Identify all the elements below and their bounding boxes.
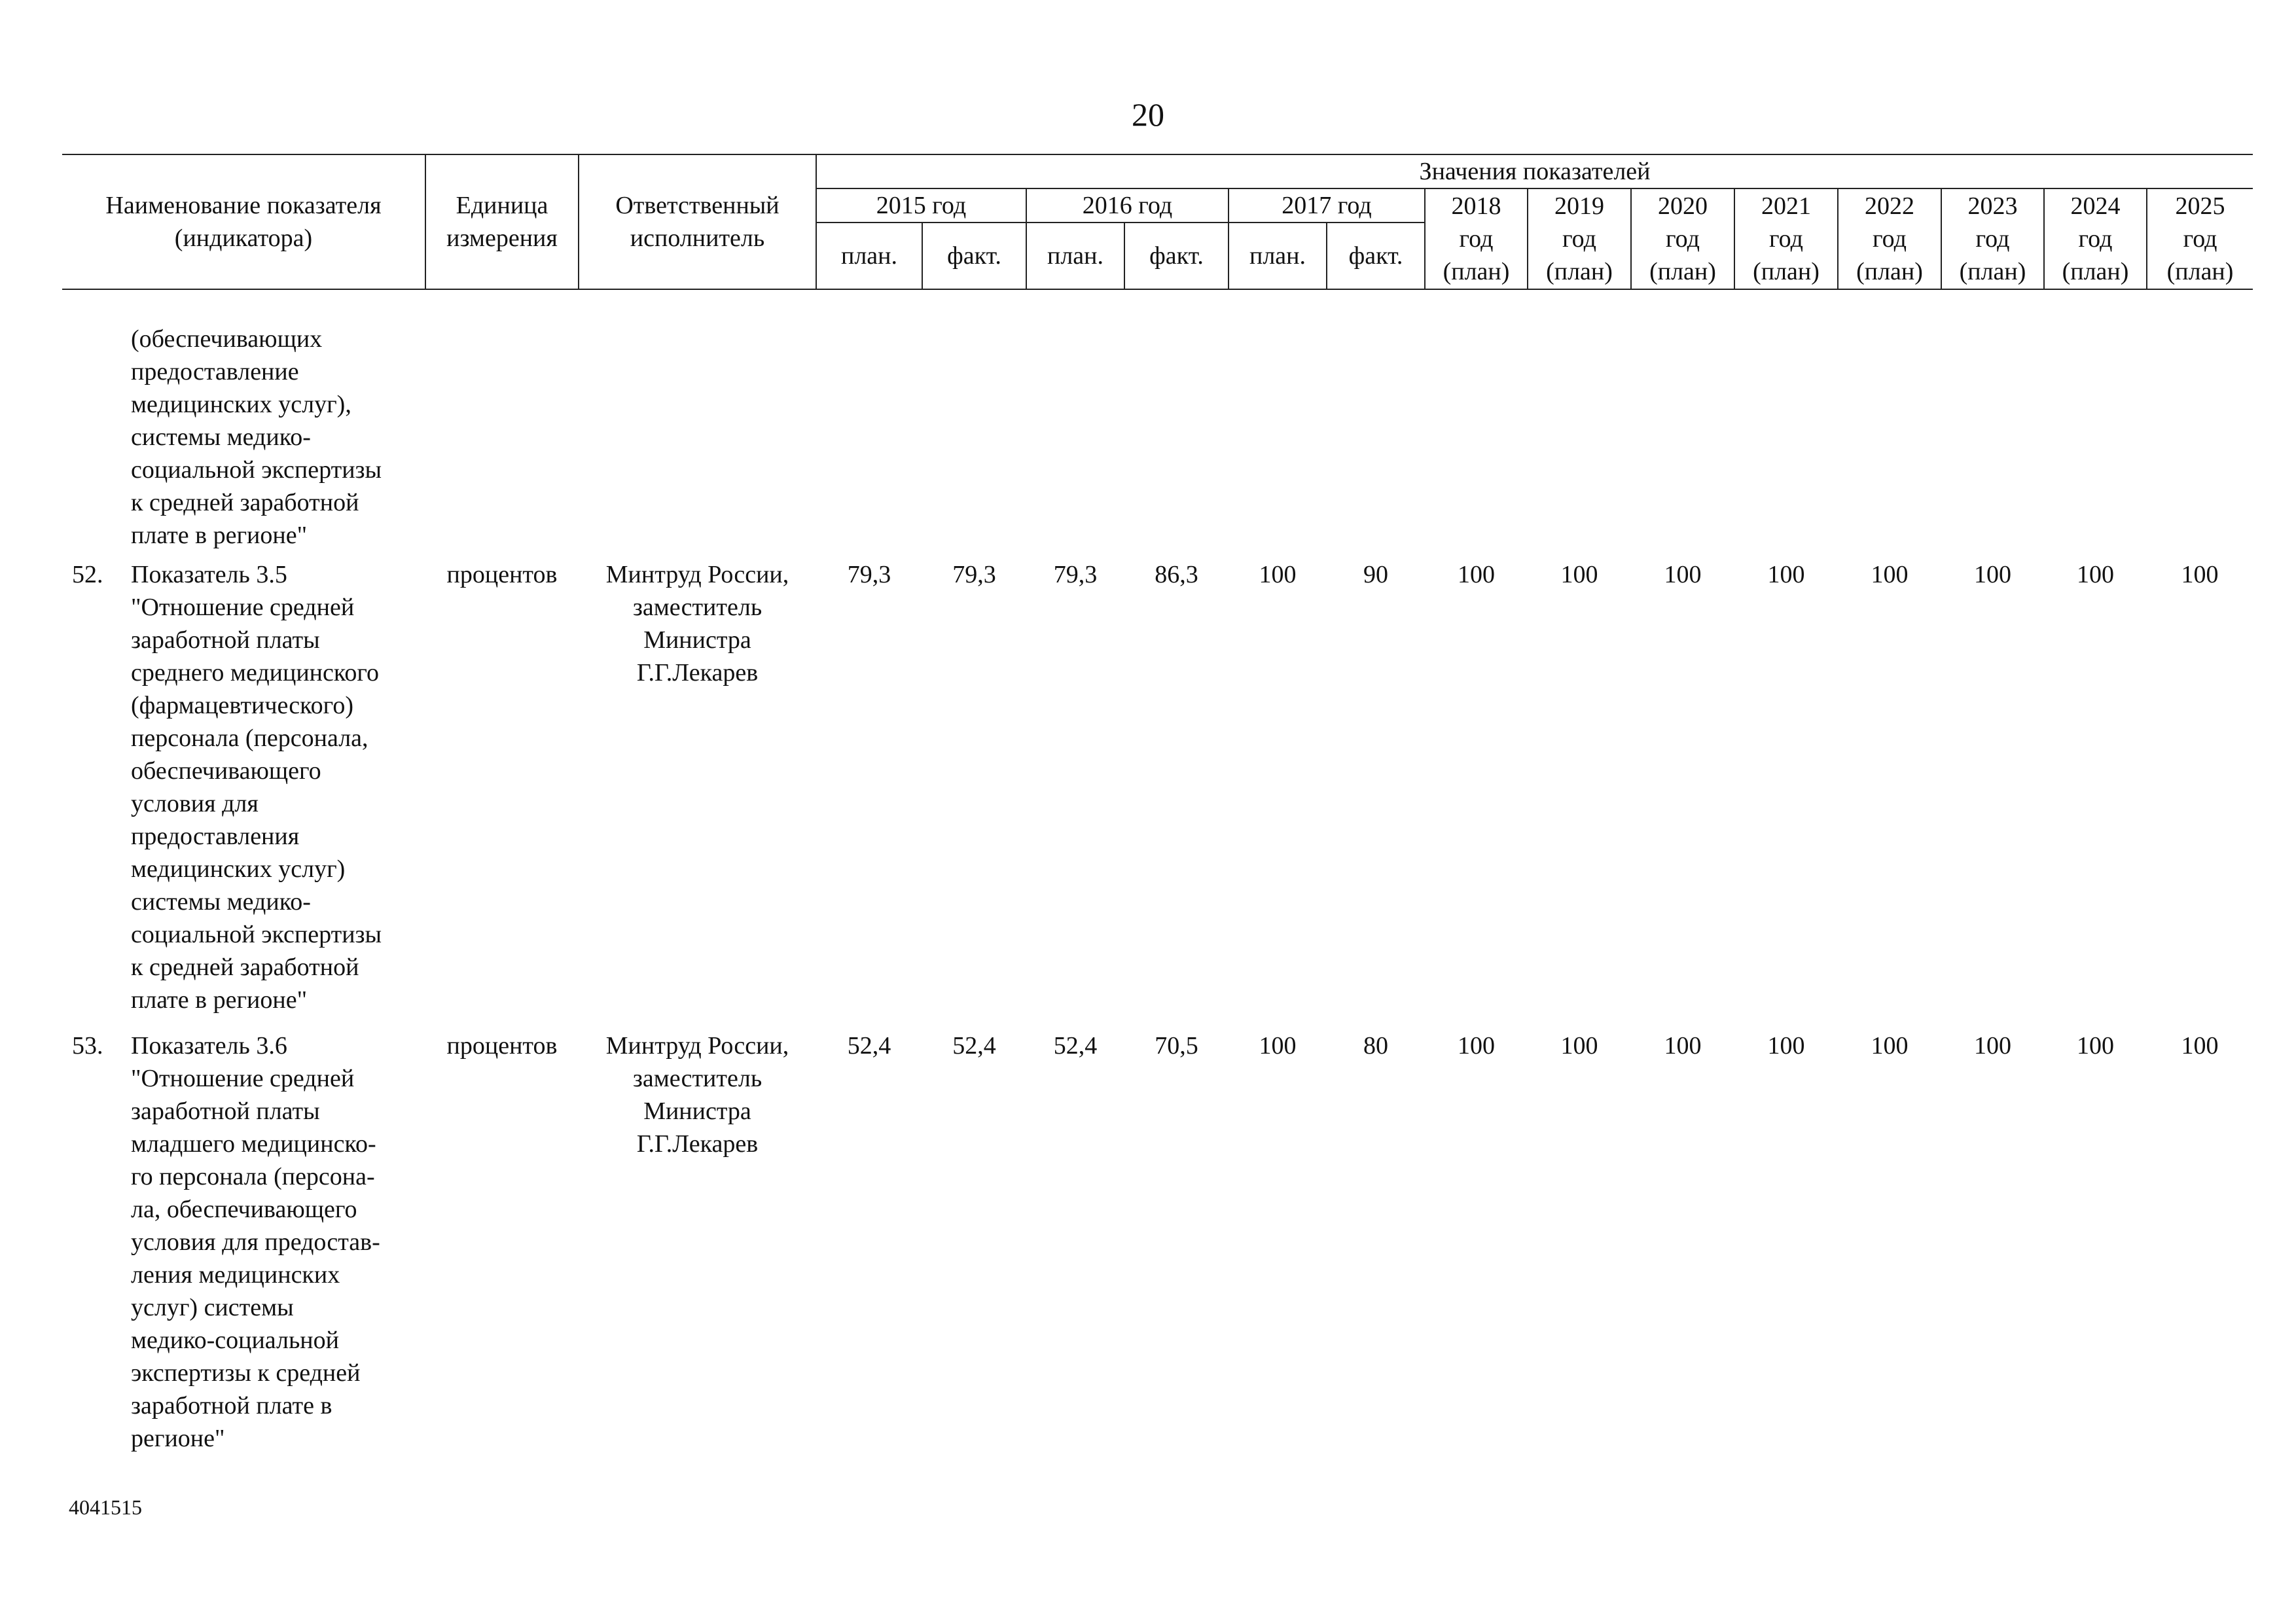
value-cell: 90	[1363, 561, 1388, 588]
header-responsible: Ответственный исполнитель	[579, 154, 816, 289]
value-cell: 100	[2181, 561, 2219, 588]
indicators-table	[62, 154, 2253, 1468]
continuation-row	[62, 323, 2253, 558]
header-plan-2016: план.	[1026, 223, 1124, 289]
value-cell: 80	[1363, 1032, 1388, 1060]
header-values: Значения показателей	[816, 154, 2253, 188]
value-cell: 100	[1458, 1032, 1495, 1060]
header-year-2024: 2024 год (план)	[2044, 188, 2147, 289]
page-number: 20	[1132, 96, 1164, 133]
document-code: 4041515	[69, 1495, 142, 1519]
value-cell: 100	[2077, 1032, 2114, 1060]
value-cell: 100	[1871, 561, 1909, 588]
value-cell: 52,4	[952, 1032, 996, 1060]
indicator-name: 53. Показатель 3.6 "Отношение средней заработной платы младшего медицинско- го персонала (персона- ла, обеспечивающего условия для предостав- ления медицинских услуг) системы медико-социальной экспертизы к средней заработной плате в регионе"	[62, 1029, 425, 1468]
value-cell: 100	[1560, 1032, 1598, 1060]
responsible-cell: Минтруд России, заместитель Министра Г.Г.Лекарев	[605, 561, 789, 687]
row-number: 52.	[72, 561, 103, 588]
header-fact-2016: факт.	[1124, 223, 1229, 289]
responsible-cell: Минтруд России, заместитель Министра Г.Г.Лекарев	[605, 1032, 789, 1158]
header-year-2020: 2020 год (план)	[1631, 188, 1734, 289]
header-year-2017: 2017 год	[1229, 188, 1425, 223]
header-fact-2017: факт.	[1327, 223, 1425, 289]
header-year-2015: 2015 год	[816, 188, 1026, 223]
value-cell: 100	[2077, 561, 2114, 588]
value-cell: 79,3	[952, 561, 996, 588]
value-cell: 100	[1458, 561, 1495, 588]
header-year-2016: 2016 год	[1026, 188, 1229, 223]
value-cell: 100	[1664, 561, 1702, 588]
header-year-2019: 2019 год (план)	[1528, 188, 1631, 289]
value-cell: 100	[1974, 561, 2011, 588]
unit-cell: процентов	[446, 1032, 558, 1060]
unit-cell: процентов	[446, 561, 558, 588]
value-cell: 79,3	[1053, 561, 1098, 588]
row-number: 53.	[72, 1032, 103, 1060]
header-plan-2015: план.	[816, 223, 922, 289]
table-row	[62, 1029, 2253, 1468]
value-cell: 100	[1259, 1032, 1297, 1060]
indicator-name: 52. Показатель 3.5 "Отношение средней заработной платы среднего медицинского (фармацевтического) персонала (персонала, обеспечивающего условия для предоставления медицинских услуг) системы медико- социальной экспертизы к средней заработной плате в регионе"	[62, 558, 425, 1029]
header-name: Наименование показателя (индикатора)	[62, 154, 425, 289]
header-plan-2017: план.	[1229, 223, 1327, 289]
header-year-2022: 2022 год (план)	[1838, 188, 1941, 289]
value-cell: 86,3	[1155, 561, 1198, 588]
continuation-name: (обеспечивающих предоставление медицинских услуг), системы медико- социальной экспертизы к средней заработной плате в регионе"	[131, 325, 382, 549]
value-cell: 100	[1664, 1032, 1702, 1060]
header-fact-2015: факт.	[922, 223, 1026, 289]
value-cell: 100	[2181, 1032, 2219, 1060]
value-cell: 100	[1871, 1032, 1909, 1060]
header-year-2021: 2021 год (план)	[1734, 188, 1838, 289]
header-year-2023: 2023 год (план)	[1941, 188, 2044, 289]
header-unit: Единица измерения	[425, 154, 579, 289]
value-cell: 52,4	[1053, 1032, 1098, 1060]
value-cell: 100	[1767, 561, 1805, 588]
header-year-2025: 2025 год (план)	[2147, 188, 2253, 289]
table-row	[62, 558, 2253, 1029]
value-cell: 100	[1767, 1032, 1805, 1060]
value-cell: 70,5	[1155, 1032, 1198, 1060]
value-cell: 100	[1974, 1032, 2011, 1060]
value-cell: 52,4	[847, 1032, 891, 1060]
value-cell: 79,3	[847, 561, 891, 588]
value-cell: 100	[1560, 561, 1598, 588]
value-cell: 100	[1259, 561, 1297, 588]
header-year-2018: 2018 год (план)	[1425, 188, 1528, 289]
